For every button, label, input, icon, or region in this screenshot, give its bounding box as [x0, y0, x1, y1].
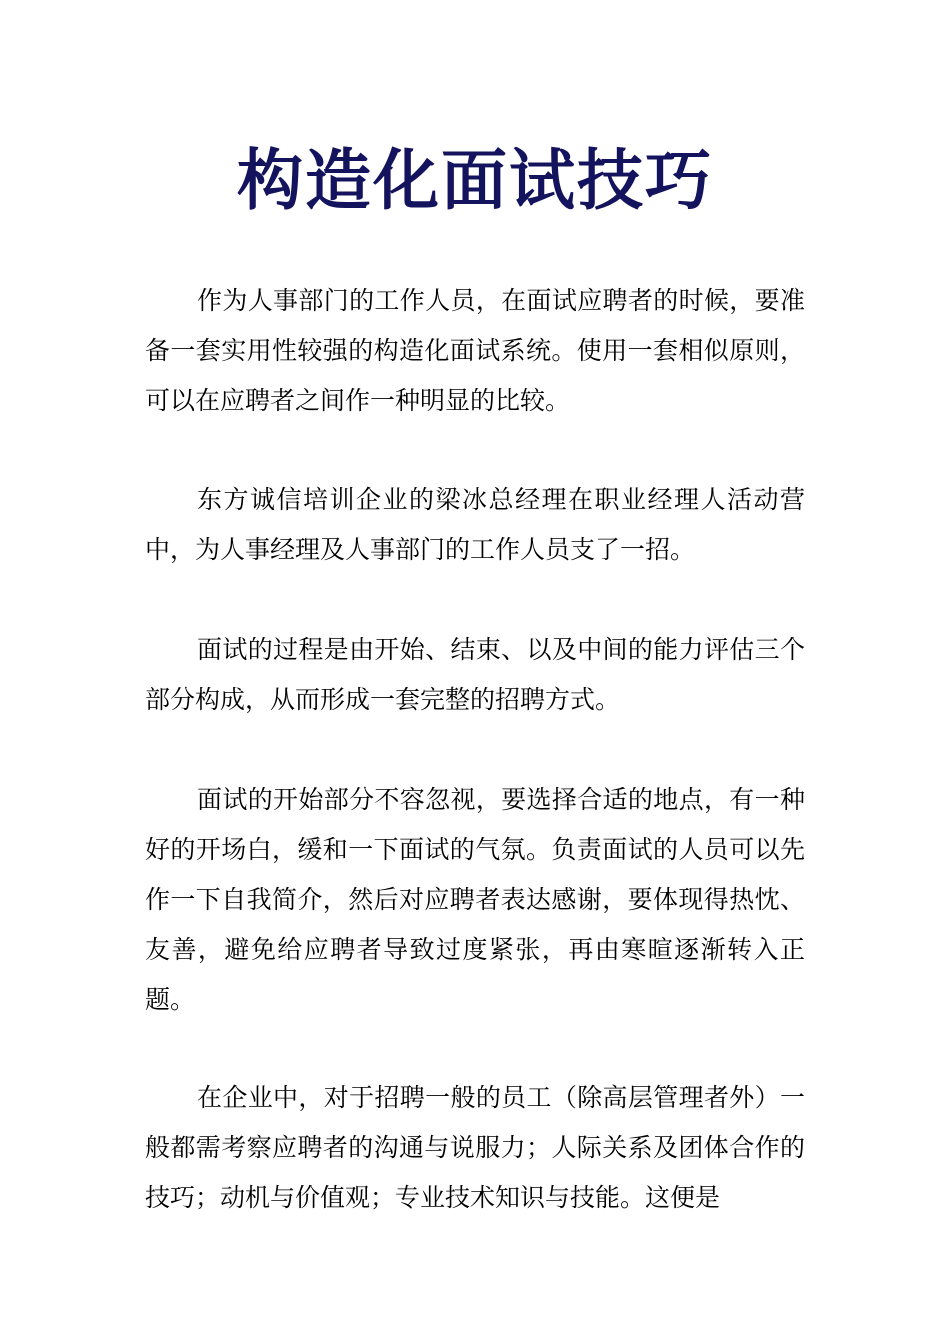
paragraph-1: 作为人事部门的工作人员，在面试应聘者的时候，要准备一套实用性较强的构造化面试系统。使用一套相似原则，可以在应聘者之间作一种明显的比较。 [145, 286, 805, 415]
paragraph-2: 东方诚信培训企业的梁冰总经理在职业经理人活动营中，为人事经理及人事部门的工作人员支了一招。 [145, 485, 805, 564]
paragraph-5: 在企业中，对于招聘一般的员工（除高层管理者外）一般都需考察应聘者的沟通与说服力；人际关系及团体合作的技巧；动机与价值观；专业技术知识与技能。这便是 [145, 1083, 805, 1212]
paragraph-3: 面试的过程是由开始、结束、以及中间的能力评估三个部分构成，从而形成一套完整的招聘方式。 [145, 635, 805, 714]
document-title: 构造化面试技巧 [237, 141, 713, 219]
paragraph-4: 面试的开始部分不容忽视，要选择合适的地点，有一种好的开场白，缓和一下面试的气氛。负责面试的人员可以先作一下自我简介，然后对应聘者表达感谢，要体现得热忱、友善，避免给应聘者导致过度紧张，再由寒暄逐渐转入正题。 [145, 785, 805, 1014]
